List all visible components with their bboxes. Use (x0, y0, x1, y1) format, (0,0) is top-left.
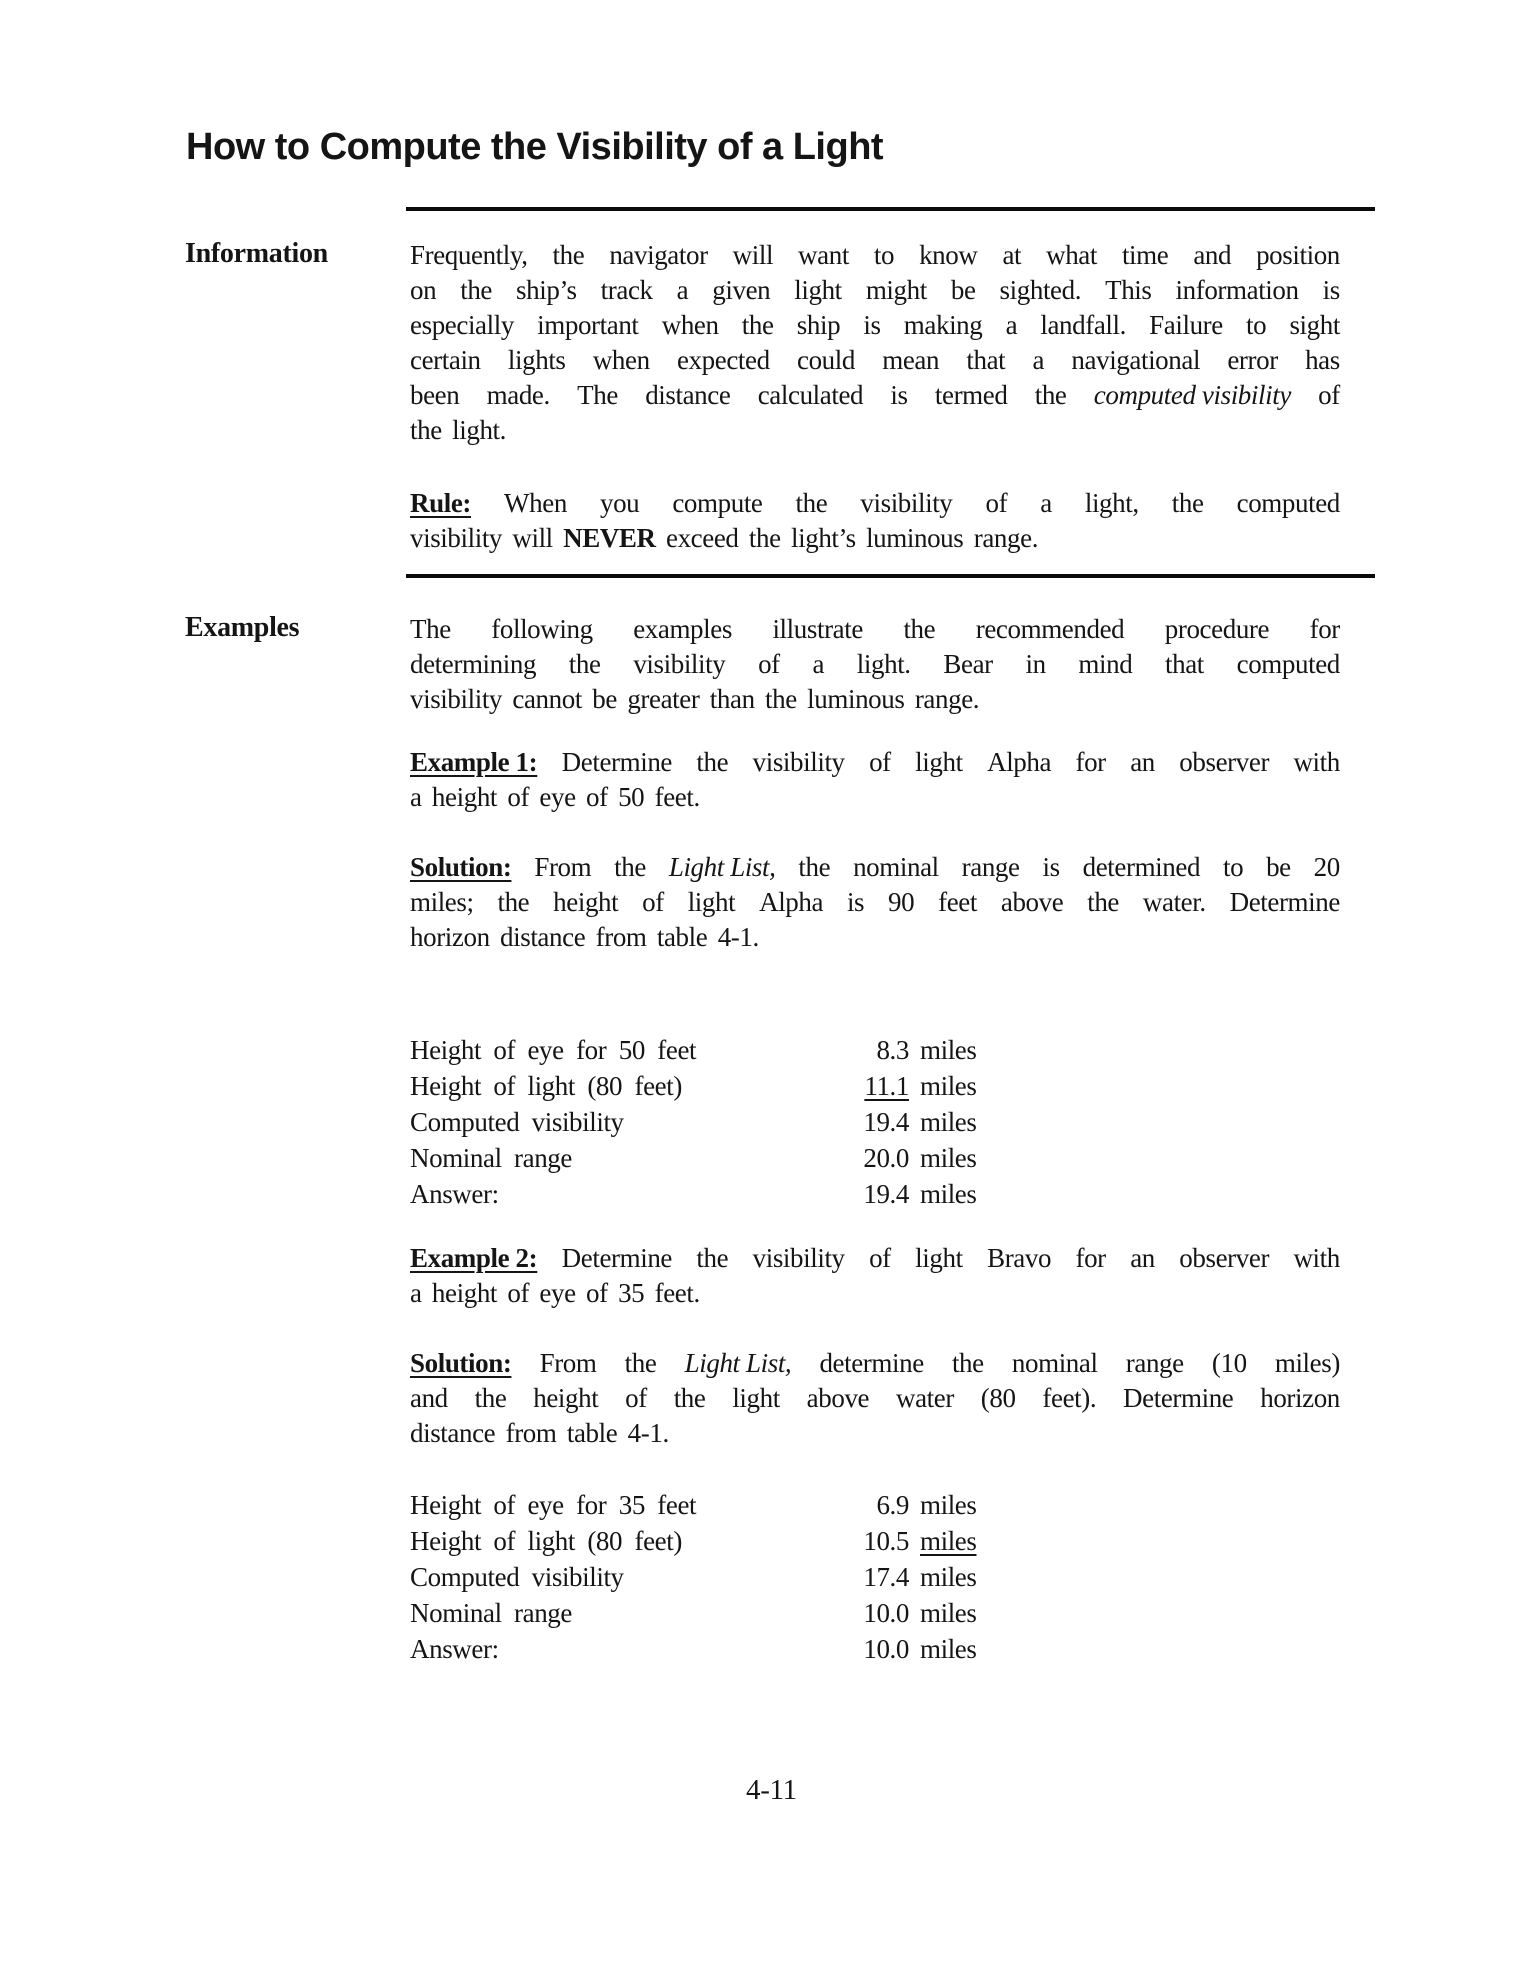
word: light (915, 747, 963, 777)
text-line (410, 521, 1340, 556)
word: a height of eye of 50 feet. (410, 782, 700, 812)
page-number: 4-11 (746, 1774, 797, 1806)
word: track (600, 275, 653, 305)
text-line (410, 273, 1340, 308)
row-value (855, 1104, 977, 1140)
styled-text: Example 2: (410, 1243, 538, 1273)
word: Frequently, (410, 240, 528, 270)
word: the (696, 1243, 729, 1273)
styled-text: NEVER (563, 523, 656, 553)
row-value-number: 10.0 (863, 1634, 909, 1664)
word: and (1193, 240, 1232, 270)
word: with (1293, 747, 1340, 777)
row-value-unit: miles (920, 1598, 977, 1628)
word: could (796, 345, 855, 375)
word: a (1005, 310, 1018, 340)
text-line (410, 343, 1340, 378)
word: the (696, 747, 729, 777)
row-value-number: 20.0 (863, 1143, 909, 1173)
word: horizon (1260, 1383, 1340, 1413)
text-line (410, 1241, 1340, 1276)
word: an (1130, 747, 1155, 777)
word: light (794, 275, 842, 305)
styled-text: Example 1: (410, 747, 538, 777)
word: to (1222, 852, 1244, 882)
row-value-unit: miles (920, 1107, 977, 1137)
word: Determine (561, 1243, 673, 1273)
word: error (1227, 345, 1278, 375)
word: termed (934, 380, 1008, 410)
word: of (1318, 380, 1340, 410)
word: determining (410, 649, 537, 679)
word: the (795, 488, 828, 518)
word: in (1025, 649, 1046, 679)
word: Determine (561, 747, 673, 777)
word: of (758, 649, 780, 679)
word: Failure (1149, 310, 1223, 340)
word: a height of eye of 35 feet. (410, 1278, 700, 1308)
word: miles; (410, 887, 474, 917)
word: 20 (1313, 852, 1340, 882)
word: to (873, 240, 895, 270)
styled-text: Rule: (410, 488, 471, 518)
word: the (1087, 887, 1120, 917)
page-title: How to Compute the Visibility of a Light (186, 126, 884, 169)
word: the (741, 310, 774, 340)
word: is (863, 310, 881, 340)
text-line (410, 1416, 1340, 1451)
row-value-unit: miles (920, 1143, 977, 1173)
word: the (568, 649, 601, 679)
word: light. (856, 649, 911, 679)
word: From (539, 1348, 597, 1378)
word: of (869, 1243, 891, 1273)
word: The (410, 614, 451, 644)
word: an (1130, 1243, 1155, 1273)
word: landfall. (1040, 310, 1126, 340)
word: miles) (1274, 1348, 1340, 1378)
row-label: Height of eye for 35 feet (410, 1490, 697, 1520)
styled-text: Solution: (410, 1348, 512, 1378)
table-row (410, 1176, 1130, 1212)
row-label: Computed visibility (410, 1107, 624, 1137)
text-line (410, 1381, 1340, 1416)
table-row (410, 1068, 1130, 1104)
row-label: Computed visibility (410, 1562, 624, 1592)
text-line (410, 486, 1340, 521)
table-row (410, 1595, 1130, 1631)
row-value (855, 1140, 977, 1176)
word: procedure (1164, 614, 1270, 644)
word: horizon distance from table 4-1. (410, 922, 759, 952)
word: the (673, 1383, 706, 1413)
row-value (855, 1523, 977, 1559)
word: be (1266, 852, 1291, 882)
row-value-unit: miles (920, 1634, 977, 1664)
word: light, (1084, 488, 1139, 518)
row-value-number: 19.4 (863, 1179, 909, 1209)
word: is (890, 380, 908, 410)
word: is (1322, 275, 1340, 305)
row-value (855, 1559, 977, 1595)
row-value (855, 1068, 977, 1104)
word: the (474, 1383, 507, 1413)
text-line (410, 238, 1340, 273)
row-value-unit: miles (920, 1562, 977, 1592)
row-value (855, 1176, 977, 1212)
table-row (410, 1523, 1130, 1559)
styled-text: Light List, (668, 852, 776, 882)
text-line (410, 1346, 1340, 1381)
row-value-unit: miles (920, 1035, 977, 1065)
text-line (410, 1276, 1340, 1311)
word: height (553, 887, 619, 917)
text-line (410, 920, 1340, 955)
row-value-number: 10.5 (863, 1526, 909, 1556)
middle-divider-rule (406, 574, 1375, 578)
word: a (1040, 488, 1052, 518)
table-row (410, 1104, 1130, 1140)
row-value (855, 1631, 977, 1667)
word: height (533, 1383, 599, 1413)
word: of (625, 1383, 647, 1413)
word: ship (796, 310, 841, 340)
section-label-information: Information (185, 238, 328, 269)
word: the (903, 614, 936, 644)
paragraph-information (410, 238, 1340, 448)
word: 90 (888, 887, 915, 917)
word: water. (1142, 887, 1206, 917)
word: of (642, 887, 664, 917)
word: certain (410, 345, 481, 375)
word: examples (633, 614, 732, 644)
row-value-number: 10.0 (863, 1598, 909, 1628)
word: (80 (980, 1383, 1016, 1413)
word: distance from table 4-1. (410, 1418, 669, 1448)
word: expected (676, 345, 770, 375)
styled-text: Light List, (684, 1348, 792, 1378)
word: the light. (410, 415, 506, 445)
word: computed (1236, 649, 1340, 679)
word: visibility (752, 747, 845, 777)
word: Bear (943, 649, 993, 679)
row-label: Nominal range (410, 1598, 572, 1628)
word: given (712, 275, 771, 305)
word: mean (882, 345, 940, 375)
word: illustrate (772, 614, 863, 644)
word: following (491, 614, 593, 644)
word: Determine (1123, 1383, 1234, 1413)
word: of (869, 747, 891, 777)
word: a (676, 275, 689, 305)
styled-text: Solution: (410, 852, 512, 882)
word: From (534, 852, 592, 882)
text-line (410, 850, 1340, 885)
word: distance (645, 380, 731, 410)
word: made. (486, 380, 550, 410)
word: compute (672, 488, 763, 518)
text-line (410, 413, 1340, 448)
word: above (1000, 887, 1064, 917)
row-label: Height of eye for 50 feet (410, 1035, 697, 1065)
word: and (410, 1383, 448, 1413)
row-label: Answer: (410, 1179, 499, 1209)
paragraph-rule-note (410, 486, 1340, 556)
paragraph-example1-statement (410, 745, 1340, 815)
word: light (732, 1383, 780, 1413)
word: for (1309, 614, 1340, 644)
word: that (1165, 649, 1204, 679)
example1-values-table (410, 1032, 1130, 1212)
word: on (410, 275, 437, 305)
word: making (903, 310, 983, 340)
word: important (537, 310, 639, 340)
row-value-number: 8.3 (876, 1035, 909, 1065)
word: information (1175, 275, 1299, 305)
word: calculated (757, 380, 864, 410)
word: visibility cannot be greater than the luminous range. (410, 684, 980, 714)
row-label: Height of light (80 feet) (410, 1071, 682, 1101)
word: that (966, 345, 1006, 375)
word: the (1171, 488, 1204, 518)
word: water (895, 1383, 954, 1413)
row-value-unit: miles (920, 1179, 977, 1209)
row-value-number: 6.9 (876, 1490, 909, 1520)
row-value-unit: miles (920, 1526, 977, 1556)
word: Alpha (987, 747, 1052, 777)
section-label-examples: Examples (185, 612, 300, 643)
word: (10 (1211, 1348, 1247, 1378)
word: computed (1236, 488, 1340, 518)
text-line (410, 378, 1340, 413)
word: been (410, 380, 460, 410)
word: want (798, 240, 849, 270)
text-line (410, 682, 1340, 717)
text-line (410, 612, 1340, 647)
styled-text: computed visibility (1093, 380, 1291, 410)
table-row (410, 1032, 1130, 1068)
word: observer (1179, 747, 1270, 777)
word: mind (1078, 649, 1133, 679)
text-line (410, 885, 1340, 920)
word: range (961, 852, 1020, 882)
word: lights (507, 345, 566, 375)
word: when (661, 310, 719, 340)
word: to (1246, 310, 1267, 340)
row-label: Nominal range (410, 1143, 572, 1173)
word: feet). (1042, 1383, 1097, 1413)
word: observer (1179, 1243, 1270, 1273)
word: exceed the light’s luminous range. (655, 523, 1039, 553)
word: visibility will (410, 523, 564, 553)
word: at (1002, 240, 1022, 270)
word: position (1256, 240, 1340, 270)
word: visibility (860, 488, 953, 518)
word: is (1042, 852, 1060, 882)
word: the (798, 852, 831, 882)
word: navigational (1071, 345, 1201, 375)
row-label: Answer: (410, 1634, 499, 1664)
row-value-number: 17.4 (863, 1562, 909, 1592)
paragraph-examples-intro (410, 612, 1340, 717)
word: Determine (1229, 887, 1340, 917)
word: When (504, 488, 567, 518)
word: nominal (853, 852, 939, 882)
word: be (950, 275, 976, 305)
text-line (410, 780, 1340, 815)
table-row (410, 1487, 1130, 1523)
row-value (855, 1487, 977, 1523)
word: range (1125, 1348, 1184, 1378)
table-row (410, 1140, 1130, 1176)
row-value-number: 19.4 (863, 1107, 909, 1137)
word: for (1075, 1243, 1106, 1273)
word: navigator (609, 240, 708, 270)
paragraph-example2-statement (410, 1241, 1340, 1311)
word: feet (938, 887, 977, 917)
word: of (985, 488, 1008, 518)
word: Bravo (987, 1243, 1052, 1273)
word: with (1293, 1243, 1340, 1273)
table-row (410, 1559, 1130, 1595)
word: know (919, 240, 978, 270)
word: ship’s (516, 275, 577, 305)
row-value (855, 1032, 977, 1068)
word: nominal (1011, 1348, 1098, 1378)
word: the (460, 275, 493, 305)
word: is (846, 887, 865, 917)
word: the (497, 887, 530, 917)
word: sighted. (999, 275, 1082, 305)
word: above (806, 1383, 870, 1413)
row-value (855, 1595, 977, 1631)
word: the (552, 240, 585, 270)
row-value-number: 11.1 (864, 1071, 909, 1101)
word: what (1046, 240, 1097, 270)
row-value-unit: miles (920, 1071, 977, 1101)
word: especially (410, 310, 514, 340)
word: a (1032, 345, 1045, 375)
row-label: Height of light (80 feet) (410, 1526, 682, 1556)
text-line (410, 745, 1340, 780)
word: the (1034, 380, 1067, 410)
word: time (1121, 240, 1169, 270)
word: This (1105, 275, 1152, 305)
word: light (687, 887, 736, 917)
example2-values-table (410, 1487, 1130, 1667)
word: when (592, 345, 650, 375)
word: you (599, 488, 640, 518)
word: has (1305, 345, 1340, 375)
table-row (410, 1631, 1130, 1667)
word: Alpha (759, 887, 824, 917)
row-value-unit: miles (920, 1490, 977, 1520)
word: the (951, 1348, 984, 1378)
paragraph-example2-solution (410, 1346, 1340, 1451)
text-line (410, 647, 1340, 682)
word: determine (819, 1348, 924, 1378)
word: light (915, 1243, 963, 1273)
top-divider-rule (406, 207, 1375, 211)
paragraph-example1-solution (410, 850, 1340, 955)
word: sight (1289, 310, 1340, 340)
word: recommended (975, 614, 1125, 644)
word: a (812, 649, 825, 679)
word: the (614, 852, 646, 882)
word: for (1075, 747, 1106, 777)
word: determined (1082, 852, 1201, 882)
word: The (577, 380, 618, 410)
word: the (624, 1348, 657, 1378)
word: might (865, 275, 927, 305)
text-line (410, 308, 1340, 343)
word: visibility (633, 649, 726, 679)
word: will (732, 240, 774, 270)
word: visibility (752, 1243, 845, 1273)
